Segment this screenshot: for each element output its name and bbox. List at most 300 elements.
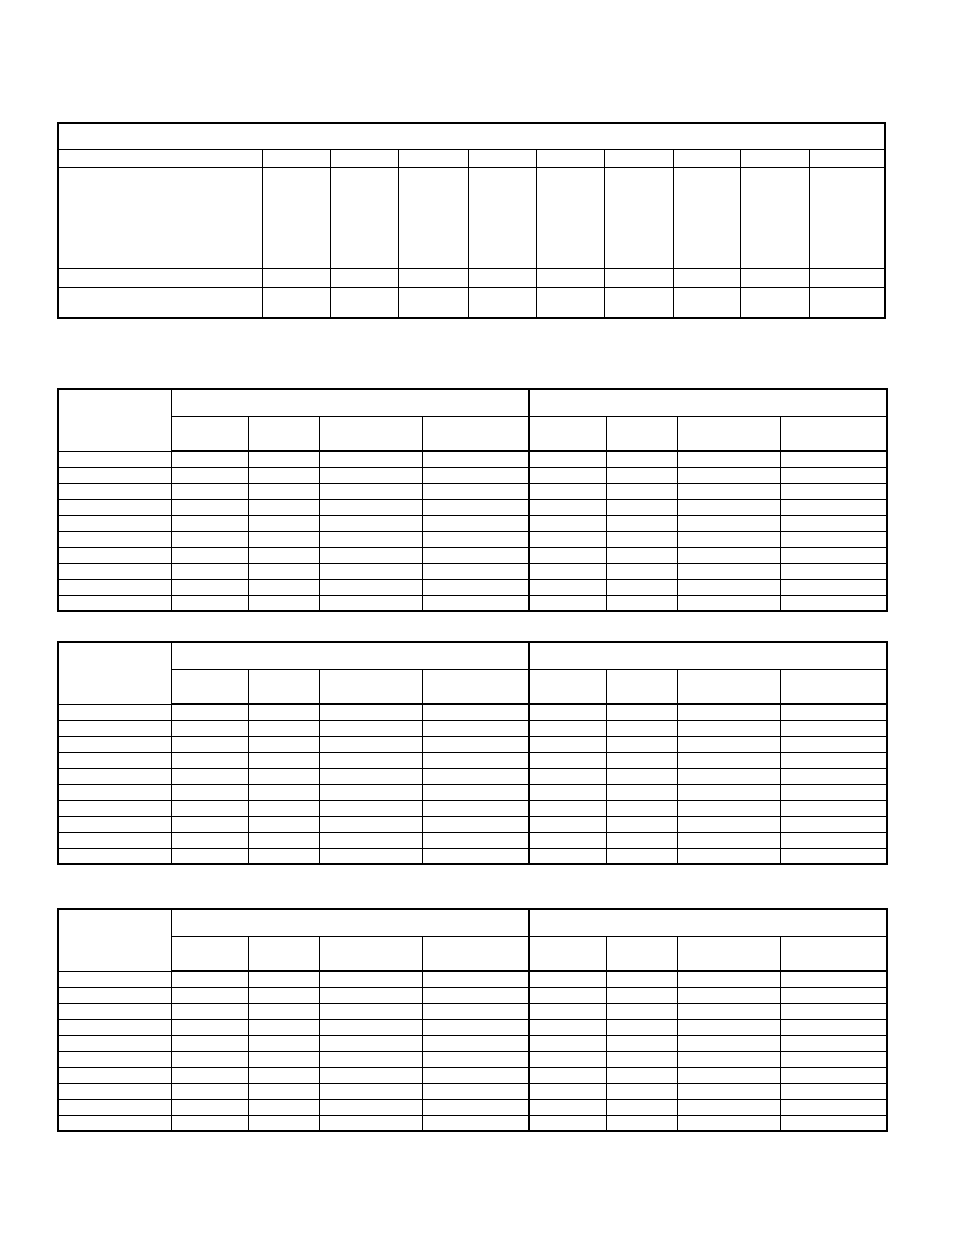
- row-label-header: [58, 642, 171, 704]
- table-cell: [677, 499, 780, 515]
- table-cell: [780, 547, 887, 563]
- sub-header: [780, 669, 887, 704]
- group-header: [529, 389, 887, 416]
- table-cell: [606, 768, 677, 784]
- table-cell: [529, 816, 606, 832]
- sub-header: [422, 669, 529, 704]
- table-cell: [529, 1003, 606, 1019]
- table-row: [58, 1019, 887, 1035]
- table-cell: [171, 752, 248, 768]
- table-cell: [319, 1051, 422, 1067]
- table-cell: [677, 1083, 780, 1099]
- table-cell: [529, 1035, 606, 1051]
- table-cell: [422, 832, 529, 848]
- group-header-row: [58, 642, 887, 669]
- table-cell: [529, 1099, 606, 1115]
- table-cell: [248, 1019, 319, 1035]
- table-cell: [529, 531, 606, 547]
- table-cell: [780, 451, 887, 467]
- table-cell: [677, 563, 780, 579]
- table-cell: [606, 816, 677, 832]
- sub-header: [422, 416, 529, 451]
- table-cell: [422, 720, 529, 736]
- row-label-cell: [58, 736, 171, 752]
- sub-header-row: [58, 416, 887, 451]
- table-cell: [171, 1067, 248, 1083]
- table-cell: [319, 563, 422, 579]
- spec-cell: [605, 268, 673, 287]
- sub-header: [319, 416, 422, 451]
- sub-header: [248, 936, 319, 971]
- table-cell: [677, 752, 780, 768]
- table-cell: [529, 1067, 606, 1083]
- table-cell: [422, 816, 529, 832]
- table-cell: [780, 1019, 887, 1035]
- table-cell: [780, 515, 887, 531]
- row-label-cell: [58, 1003, 171, 1019]
- group-header: [171, 642, 529, 669]
- spec-table: [57, 122, 886, 319]
- spec-cell: [398, 167, 468, 268]
- spec-title-row: [58, 123, 885, 149]
- spec-header-cell: [469, 149, 537, 167]
- data-grid-table-2: [57, 641, 888, 865]
- table-cell: [319, 720, 422, 736]
- table-cell: [606, 736, 677, 752]
- table-cell: [422, 1115, 529, 1131]
- table-cell: [780, 752, 887, 768]
- table-cell: [780, 467, 887, 483]
- sub-header: [780, 936, 887, 971]
- table-cell: [171, 547, 248, 563]
- table-cell: [319, 499, 422, 515]
- row-label-header: [58, 389, 171, 451]
- table-cell: [606, 800, 677, 816]
- spec-cell: [537, 287, 605, 318]
- table-cell: [171, 1115, 248, 1131]
- table-cell: [248, 451, 319, 467]
- table-cell: [319, 784, 422, 800]
- row-label-cell: [58, 531, 171, 547]
- table-cell: [780, 579, 887, 595]
- table-cell: [677, 768, 780, 784]
- table-cell: [171, 483, 248, 499]
- table-cell: [677, 736, 780, 752]
- table-cell: [606, 1067, 677, 1083]
- table-cell: [319, 971, 422, 987]
- spec-cell: [537, 167, 605, 268]
- table-cell: [677, 531, 780, 547]
- table-cell: [529, 1051, 606, 1067]
- spec-cell: [398, 268, 468, 287]
- table-cell: [422, 467, 529, 483]
- table-cell: [319, 547, 422, 563]
- table-cell: [248, 1115, 319, 1131]
- table-cell: [422, 1099, 529, 1115]
- table-cell: [171, 451, 248, 467]
- table-cell: [171, 579, 248, 595]
- table-cell: [780, 595, 887, 611]
- table-row: [58, 1083, 887, 1099]
- table-row: [58, 531, 887, 547]
- row-label-cell: [58, 499, 171, 515]
- table-cell: [606, 987, 677, 1003]
- table-cell: [422, 987, 529, 1003]
- spec-cell: [809, 287, 885, 318]
- table-cell: [319, 483, 422, 499]
- table-cell: [248, 531, 319, 547]
- row-label-cell: [58, 784, 171, 800]
- table-cell: [606, 1035, 677, 1051]
- table-cell: [606, 515, 677, 531]
- sub-header: [677, 669, 780, 704]
- table-cell: [780, 563, 887, 579]
- row-label-cell: [58, 515, 171, 531]
- spec-cell: [537, 268, 605, 287]
- sub-header: [171, 936, 248, 971]
- table-row: [58, 499, 887, 515]
- table-row: [58, 752, 887, 768]
- table-row: [58, 1115, 887, 1131]
- table-cell: [529, 467, 606, 483]
- row-label-cell: [58, 1083, 171, 1099]
- table-cell: [248, 595, 319, 611]
- row-label-cell: [58, 1035, 171, 1051]
- spec-cell: [58, 287, 262, 318]
- row-label-cell: [58, 800, 171, 816]
- spec-cell: [469, 287, 537, 318]
- table-cell: [248, 987, 319, 1003]
- spec-cell: [809, 167, 885, 268]
- table-row: [58, 800, 887, 816]
- table-cell: [422, 1083, 529, 1099]
- table-cell: [422, 579, 529, 595]
- spec-header-cell: [809, 149, 885, 167]
- table-cell: [606, 832, 677, 848]
- row-label-cell: [58, 752, 171, 768]
- table-cell: [171, 499, 248, 515]
- table-row: [58, 547, 887, 563]
- group-header-row: [58, 909, 887, 936]
- table-cell: [248, 848, 319, 864]
- table-cell: [171, 784, 248, 800]
- table-cell: [606, 1003, 677, 1019]
- table-cell: [529, 451, 606, 467]
- table-cell: [780, 768, 887, 784]
- table-cell: [780, 848, 887, 864]
- spec-cell: [673, 268, 740, 287]
- table-cell: [677, 987, 780, 1003]
- table-cell: [529, 971, 606, 987]
- table-cell: [677, 467, 780, 483]
- table-cell: [529, 563, 606, 579]
- row-label-cell: [58, 1099, 171, 1115]
- row-label-cell: [58, 720, 171, 736]
- table-cell: [529, 1083, 606, 1099]
- table-cell: [606, 1115, 677, 1131]
- table-cell: [319, 451, 422, 467]
- spec-cell: [809, 268, 885, 287]
- table-cell: [171, 1003, 248, 1019]
- table-cell: [171, 971, 248, 987]
- table-cell: [529, 768, 606, 784]
- table-cell: [606, 595, 677, 611]
- spec-cell: [469, 167, 537, 268]
- row-label-cell: [58, 987, 171, 1003]
- table-cell: [780, 832, 887, 848]
- table-cell: [319, 1083, 422, 1099]
- table-cell: [319, 816, 422, 832]
- table-cell: [529, 848, 606, 864]
- spec-cell: [740, 287, 809, 318]
- table-cell: [529, 800, 606, 816]
- table-cell: [422, 451, 529, 467]
- table-cell: [248, 784, 319, 800]
- data-grid-table-3: [57, 908, 888, 1132]
- table-cell: [529, 784, 606, 800]
- table-cell: [677, 1115, 780, 1131]
- table-cell: [248, 483, 319, 499]
- table-cell: [171, 1051, 248, 1067]
- spec-cell: [673, 167, 740, 268]
- table-cell: [319, 595, 422, 611]
- table-cell: [677, 832, 780, 848]
- table-cell: [422, 547, 529, 563]
- table-cell: [319, 1067, 422, 1083]
- table-cell: [422, 848, 529, 864]
- table-cell: [677, 515, 780, 531]
- sub-header-row: [58, 936, 887, 971]
- group-header: [529, 909, 887, 936]
- sub-header: [606, 416, 677, 451]
- row-label-cell: [58, 848, 171, 864]
- table-cell: [422, 1003, 529, 1019]
- spec-header-cell: [330, 149, 398, 167]
- spec-cell: [740, 268, 809, 287]
- table-cell: [529, 752, 606, 768]
- table-cell: [780, 483, 887, 499]
- table-cell: [529, 1019, 606, 1035]
- spec-header-cell: [537, 149, 605, 167]
- spec-cell: [330, 268, 398, 287]
- table-row: [58, 720, 887, 736]
- table-cell: [422, 531, 529, 547]
- table-cell: [248, 563, 319, 579]
- table-cell: [677, 1019, 780, 1035]
- table-cell: [780, 1067, 887, 1083]
- table-row: [58, 784, 887, 800]
- spec-cell: [469, 268, 537, 287]
- table-cell: [606, 483, 677, 499]
- table-cell: [171, 768, 248, 784]
- table-cell: [422, 1051, 529, 1067]
- spec-row: [58, 167, 885, 268]
- table-cell: [422, 971, 529, 987]
- table-cell: [248, 1051, 319, 1067]
- table-cell: [780, 784, 887, 800]
- table-cell: [248, 752, 319, 768]
- table-cell: [319, 1003, 422, 1019]
- sub-header: [248, 416, 319, 451]
- table-cell: [319, 704, 422, 720]
- table-cell: [780, 499, 887, 515]
- table-cell: [606, 451, 677, 467]
- table-cell: [677, 848, 780, 864]
- table-cell: [606, 467, 677, 483]
- table-cell: [422, 1067, 529, 1083]
- group-header: [171, 389, 529, 416]
- table-cell: [319, 987, 422, 1003]
- sub-header-row: [58, 669, 887, 704]
- table-cell: [529, 832, 606, 848]
- table-row: [58, 1099, 887, 1115]
- sub-header: [319, 669, 422, 704]
- table-cell: [780, 1083, 887, 1099]
- table-cell: [319, 1019, 422, 1035]
- table-cell: [171, 987, 248, 1003]
- table-row: [58, 483, 887, 499]
- table-cell: [248, 720, 319, 736]
- table-cell: [606, 1051, 677, 1067]
- table-cell: [248, 499, 319, 515]
- table-cell: [248, 467, 319, 483]
- table-cell: [422, 768, 529, 784]
- row-label-cell: [58, 595, 171, 611]
- sub-header: [529, 416, 606, 451]
- table-cell: [171, 1099, 248, 1115]
- table-cell: [319, 848, 422, 864]
- table-cell: [780, 1003, 887, 1019]
- row-label-cell: [58, 467, 171, 483]
- row-label-cell: [58, 768, 171, 784]
- table-cell: [780, 987, 887, 1003]
- table-row: [58, 1003, 887, 1019]
- sub-header: [677, 936, 780, 971]
- table-row: [58, 515, 887, 531]
- table-cell: [529, 987, 606, 1003]
- sub-header: [606, 936, 677, 971]
- table-cell: [319, 736, 422, 752]
- sub-header: [529, 936, 606, 971]
- table-cell: [422, 595, 529, 611]
- table-cell: [319, 1099, 422, 1115]
- table-cell: [422, 704, 529, 720]
- table-row: [58, 451, 887, 467]
- table-cell: [780, 971, 887, 987]
- spec-header-cell: [673, 149, 740, 167]
- table-cell: [606, 752, 677, 768]
- row-label-cell: [58, 971, 171, 987]
- sub-header: [677, 416, 780, 451]
- table-cell: [422, 736, 529, 752]
- table-cell: [529, 704, 606, 720]
- spec-cell: [330, 287, 398, 318]
- table-row: [58, 467, 887, 483]
- table-cell: [248, 1067, 319, 1083]
- table-cell: [606, 848, 677, 864]
- table-cell: [248, 704, 319, 720]
- table-cell: [248, 1003, 319, 1019]
- table-cell: [529, 515, 606, 531]
- table-cell: [529, 720, 606, 736]
- table-cell: [422, 752, 529, 768]
- table-row: [58, 704, 887, 720]
- table-row: [58, 816, 887, 832]
- table-cell: [780, 704, 887, 720]
- spec-header-cell: [398, 149, 468, 167]
- table-cell: [606, 1099, 677, 1115]
- sub-header: [422, 936, 529, 971]
- table-cell: [780, 1099, 887, 1115]
- table-cell: [171, 800, 248, 816]
- table-cell: [780, 736, 887, 752]
- table-cell: [677, 720, 780, 736]
- spec-title: [58, 123, 885, 149]
- table-cell: [171, 832, 248, 848]
- table-cell: [529, 579, 606, 595]
- table-cell: [319, 752, 422, 768]
- table-cell: [319, 800, 422, 816]
- table-row: [58, 579, 887, 595]
- table-row: [58, 1051, 887, 1067]
- table-cell: [677, 1051, 780, 1067]
- table-row: [58, 987, 887, 1003]
- row-label-cell: [58, 483, 171, 499]
- table-cell: [422, 1019, 529, 1035]
- table-cell: [248, 971, 319, 987]
- row-label-cell: [58, 816, 171, 832]
- table-cell: [422, 800, 529, 816]
- table-cell: [171, 467, 248, 483]
- table-cell: [780, 720, 887, 736]
- table-cell: [606, 704, 677, 720]
- table-cell: [171, 563, 248, 579]
- sub-header: [171, 416, 248, 451]
- sub-header: [319, 936, 422, 971]
- table-cell: [677, 1035, 780, 1051]
- table-row: [58, 832, 887, 848]
- sub-header: [529, 669, 606, 704]
- table-cell: [677, 704, 780, 720]
- table-cell: [677, 595, 780, 611]
- spec-cell: [262, 268, 330, 287]
- spec-header-cell: [262, 149, 330, 167]
- spec-cell: [58, 167, 262, 268]
- table-cell: [606, 499, 677, 515]
- table-cell: [248, 1083, 319, 1099]
- table-cell: [780, 800, 887, 816]
- spec-header-cell: [740, 149, 809, 167]
- table-cell: [422, 499, 529, 515]
- sub-header: [780, 416, 887, 451]
- table-cell: [677, 800, 780, 816]
- table-cell: [677, 1003, 780, 1019]
- table-cell: [422, 784, 529, 800]
- row-label-cell: [58, 704, 171, 720]
- sub-header: [171, 669, 248, 704]
- row-label-cell: [58, 1115, 171, 1131]
- table-cell: [248, 547, 319, 563]
- row-label-cell: [58, 1019, 171, 1035]
- table-cell: [319, 515, 422, 531]
- spec-cell: [673, 287, 740, 318]
- table-cell: [529, 1115, 606, 1131]
- spec-cell: [740, 167, 809, 268]
- table-cell: [422, 1035, 529, 1051]
- row-label-cell: [58, 832, 171, 848]
- row-label-cell: [58, 1051, 171, 1067]
- table-cell: [677, 547, 780, 563]
